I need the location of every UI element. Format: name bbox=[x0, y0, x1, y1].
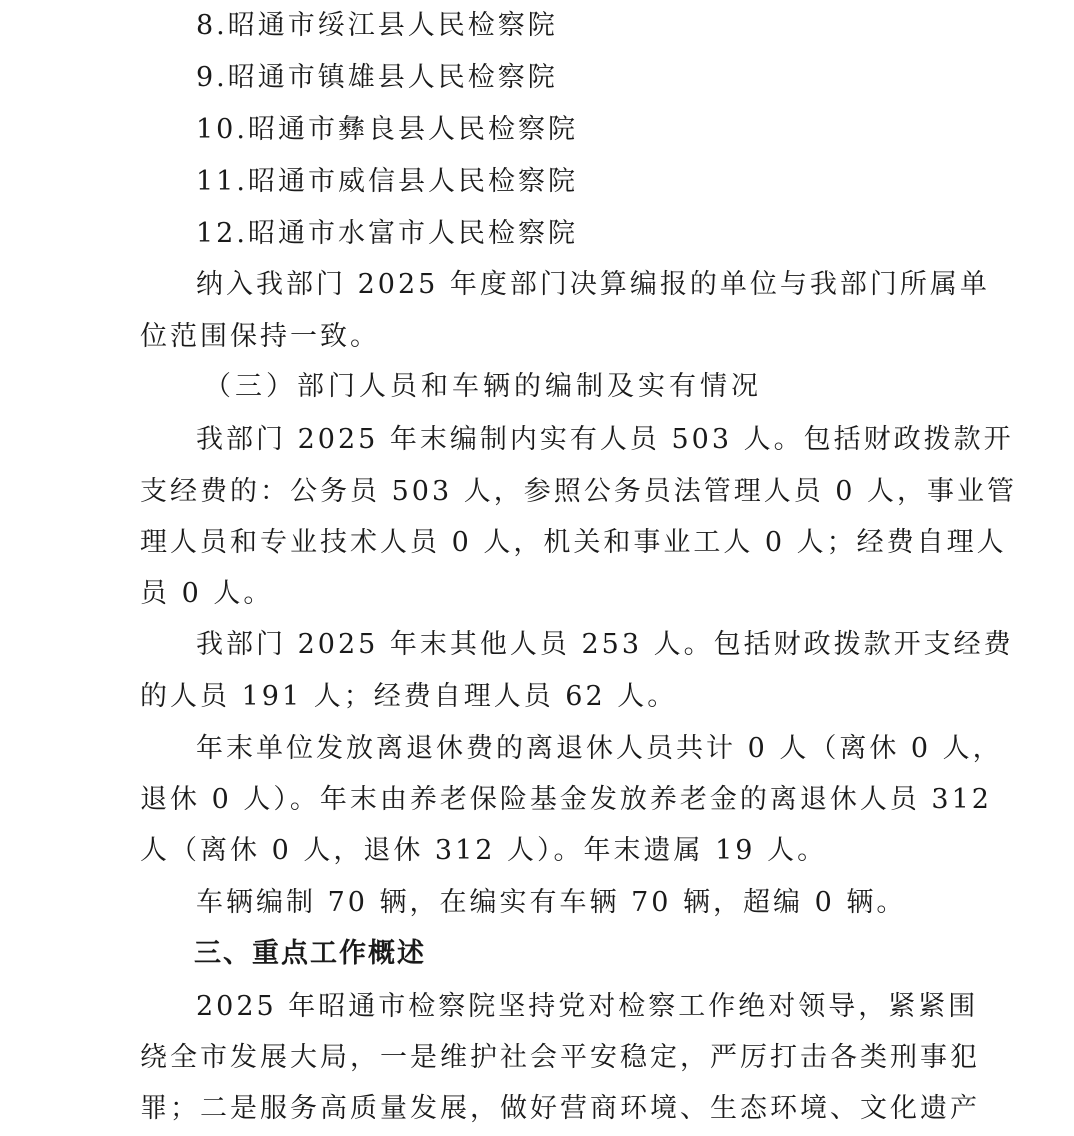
paragraph-line: 位范围保持一致。 bbox=[140, 321, 380, 352]
list-item: 9.昭通市镇雄县人民检察院 bbox=[196, 62, 558, 93]
paragraph-line: 绕全市发展大局，一是维护社会平安稳定，严厉打击各类刑事犯 bbox=[140, 1042, 980, 1073]
paragraph-line: 我部门 2025 年末其他人员 253 人。包括财政拨款开支经费 bbox=[196, 629, 1014, 660]
paragraph-line: 理人员和专业技术人员 0 人，机关和事业工人 0 人；经费自理人 bbox=[140, 527, 1007, 558]
list-item: 11.昭通市威信县人民检察院 bbox=[196, 166, 578, 197]
paragraph-line: 2025 年昭通市检察院坚持党对检察工作绝对领导，紧紧围 bbox=[196, 991, 979, 1022]
paragraph-line: 年末单位发放离退休费的离退休人员共计 0 人（离休 0 人， bbox=[196, 733, 1003, 764]
subsection-title: （三）部门人员和车辆的编制及实有情况 bbox=[204, 371, 762, 402]
paragraph-line: 纳入我部门 2025 年度部门决算编报的单位与我部门所属单 bbox=[196, 269, 990, 300]
list-item: 8.昭通市绥江县人民检察院 bbox=[196, 10, 558, 41]
paragraph-line: 退休 0 人）。年末由养老保险基金发放养老金的离退休人员 312 bbox=[140, 784, 992, 815]
paragraph-line: 罪；二是服务高质量发展，做好营商环境、生态环境、文化遗产 bbox=[140, 1093, 980, 1124]
paragraph-line: 人（离休 0 人，退休 312 人）。年末遗属 19 人。 bbox=[140, 835, 828, 866]
list-item: 12.昭通市水富市人民检察院 bbox=[196, 218, 578, 249]
paragraph-line: 支经费的：公务员 503 人，参照公务员法管理人员 0 人，事业管 bbox=[140, 476, 1018, 507]
paragraph-line: 的人员 191 人；经费自理人员 62 人。 bbox=[140, 681, 678, 712]
list-item: 10.昭通市彝良县人民检察院 bbox=[196, 114, 578, 145]
paragraph-line: 员 0 人。 bbox=[140, 578, 274, 609]
section-title: 三、重点工作概述 bbox=[194, 938, 426, 969]
paragraph-line: 车辆编制 70 辆，在编实有车辆 70 辆，超编 0 辆。 bbox=[196, 887, 907, 918]
paragraph-line: 我部门 2025 年末编制内实有人员 503 人。包括财政拨款开 bbox=[196, 424, 1014, 455]
